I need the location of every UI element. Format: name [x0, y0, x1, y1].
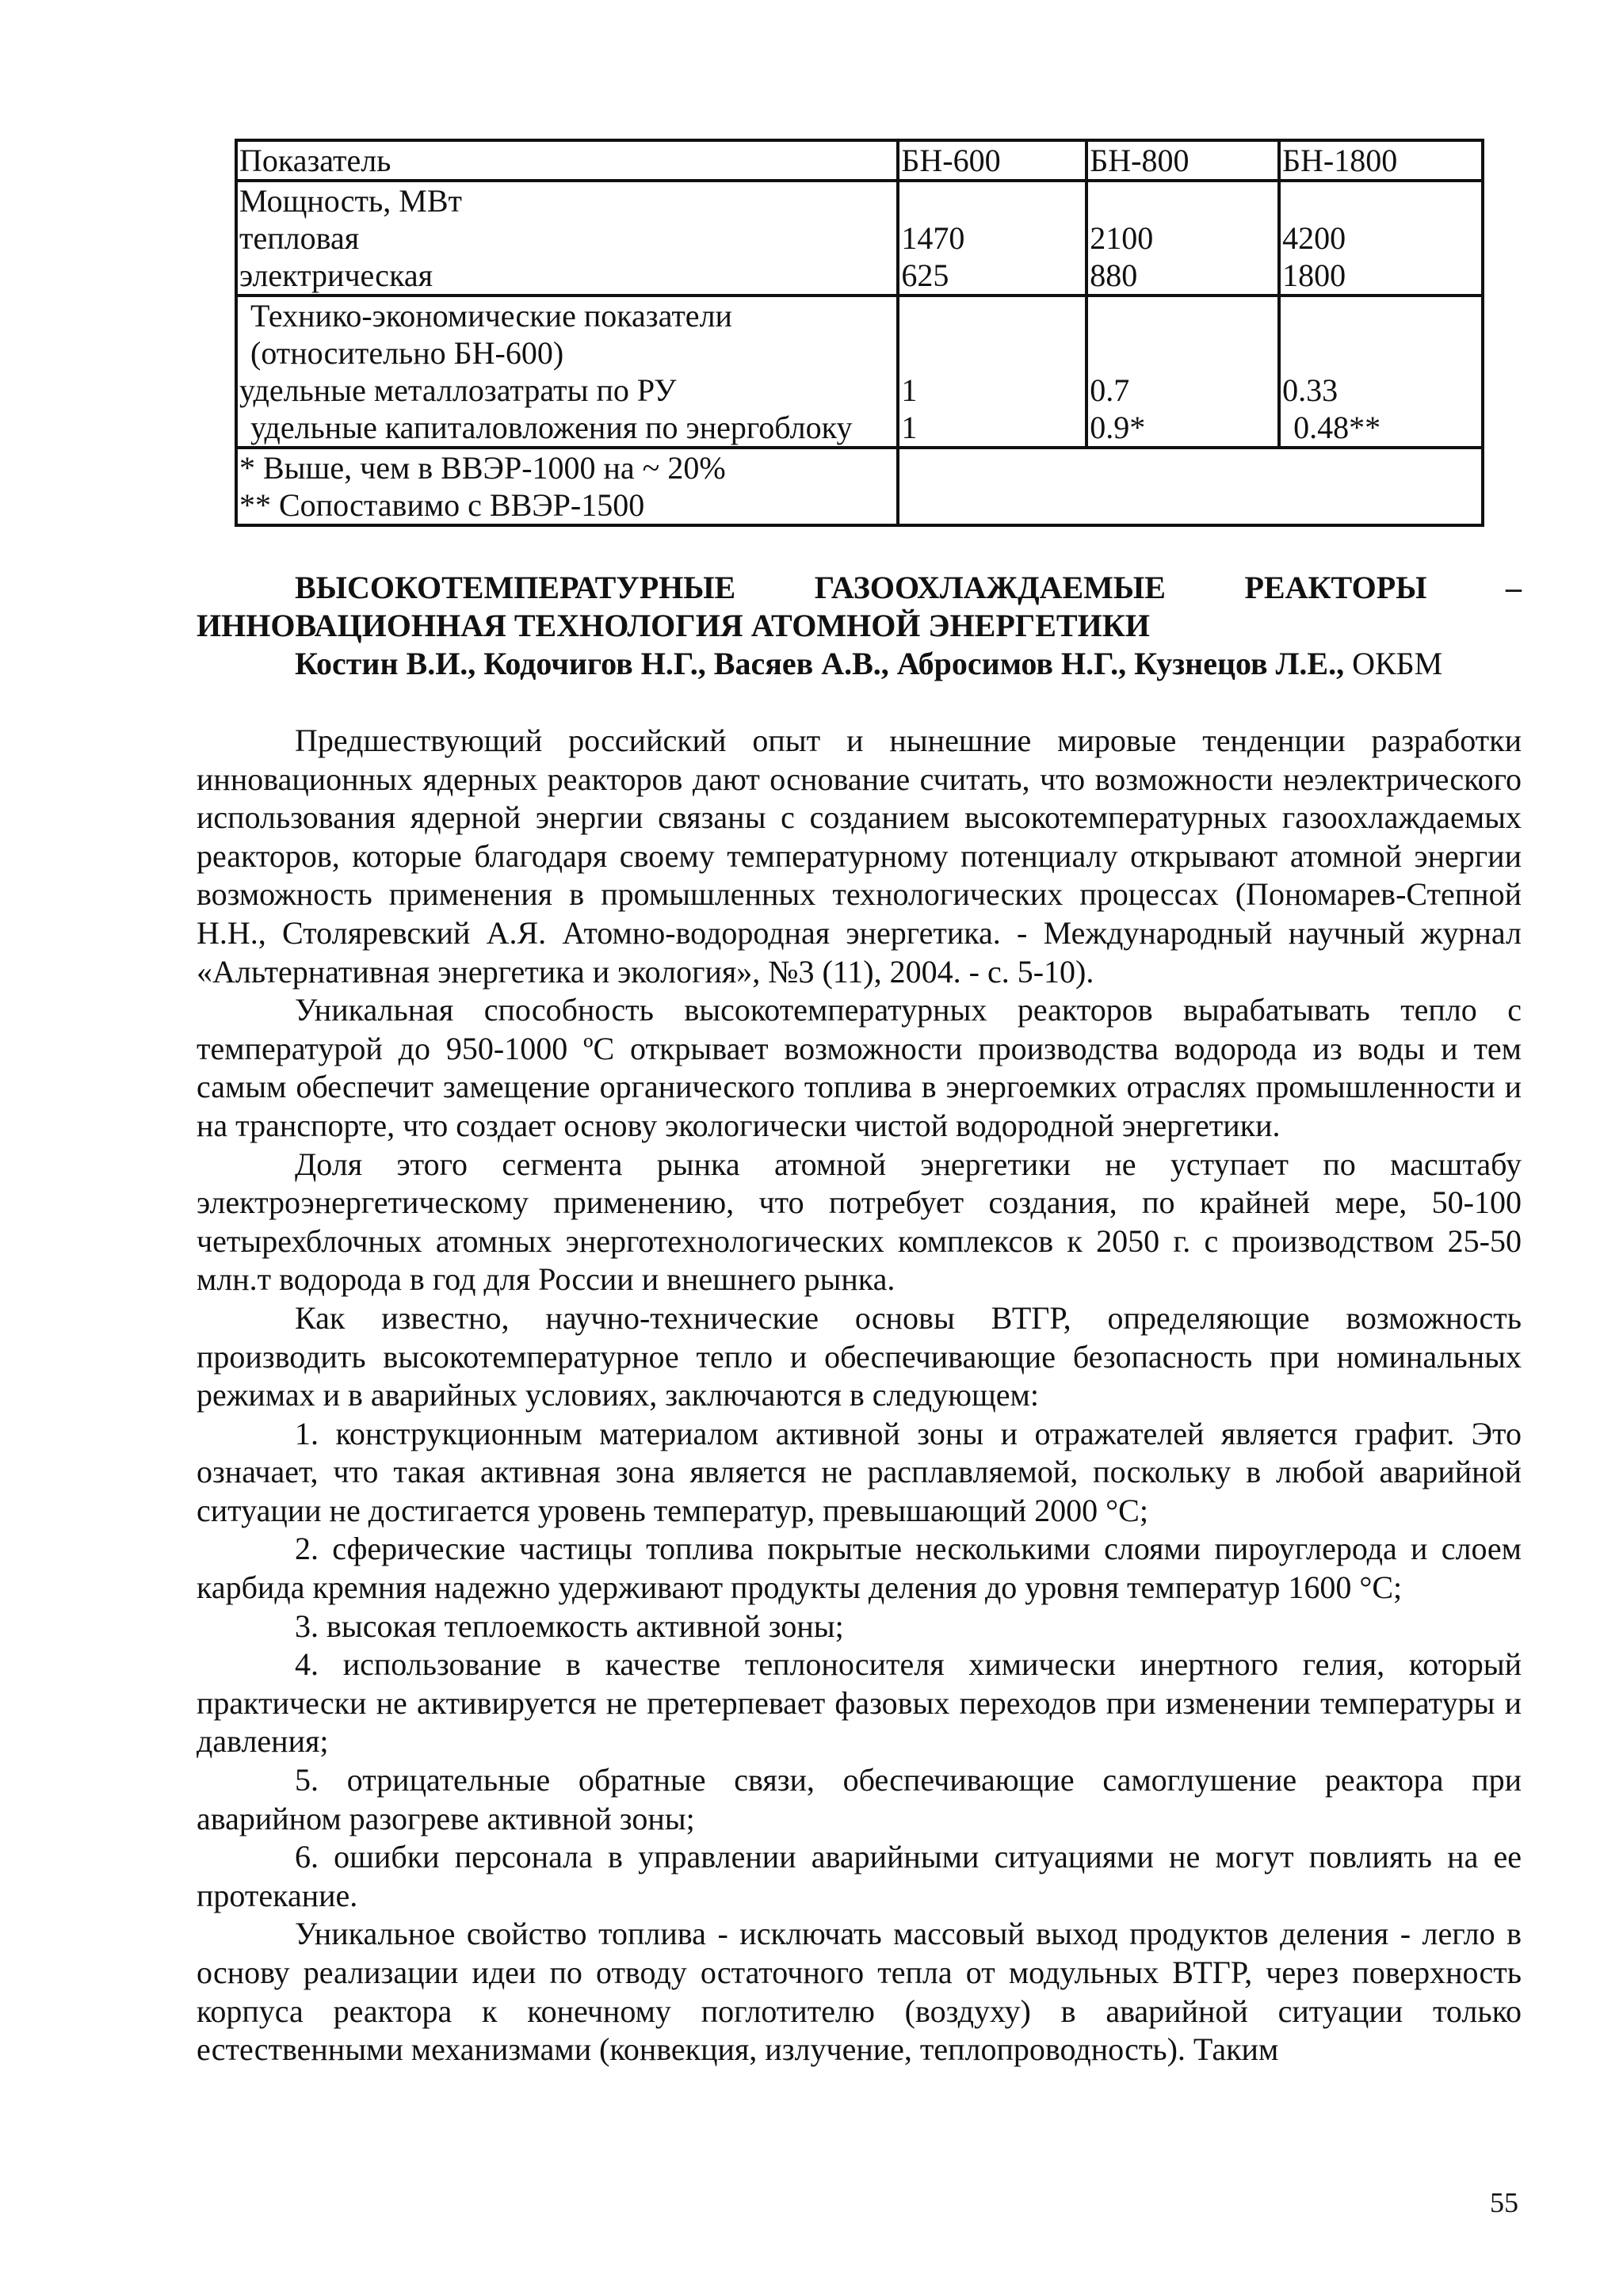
table-cell-value: 1	[901, 372, 918, 408]
list-item: 6. ошибки персонала в управлении аварийными ситуациями не могут повлиять на ее протекание.	[197, 1839, 1522, 1913]
paragraph: Уникальная способность высокотемпературных реакторов вырабатывать тепло с температурой до 950-1000 ºС открывает возможности производства водорода из воды и тем самым обеспечит замещение органического топлива в энергоемких отраслях промышленности и на транспорте, что создает основу экологически чистой водородной энергетики.	[197, 992, 1522, 1143]
list-item: 4. использование в качестве теплоносителя химически инертного гелия, который практически не активируется не претерпевает фазовых переходов при изменении температуры и давления;	[197, 1646, 1522, 1760]
economics-values-cell	[898, 296, 1086, 448]
electric-label: электрическая	[239, 257, 433, 293]
capital-label: удельные капиталовложения по энергоблоку	[250, 410, 853, 445]
table-cell-value: 625	[901, 257, 949, 293]
economics-values-cell	[1279, 296, 1483, 448]
table-cell-value: 1	[901, 410, 918, 445]
notes-cell	[236, 448, 898, 525]
economics-title: Технико-экономические показатели	[250, 298, 732, 334]
table-cell-value: 2100	[1090, 220, 1154, 256]
header-cell: БН-1800	[1279, 140, 1483, 181]
table-cell-value: 4200	[1282, 220, 1346, 256]
page-number: 55	[1490, 2187, 1518, 2218]
power-title: Мощность, МВт	[239, 183, 462, 219]
metal-label: удельные металлозатраты по РУ	[239, 372, 677, 408]
thermal-label: тепловая	[239, 220, 360, 256]
power-values-cell	[1086, 181, 1279, 296]
paragraph: Доля этого сегмента рынка атомной энергетики не уступает по масштабу электроэнергетическому применению, что потребует создания, по крайней мере, 50-100 четырехблочных атомных энерготехнологических комплексов к 2050 г. с производством 25-50 млн.т водорода в год для России и внешнего рынка.	[197, 1146, 1522, 1298]
paragraph: Уникальное свойство топлива - исключать массовый выход продуктов деления - легло в основу реализации идеи по отводу остаточного тепла от модульных ВТГР, через поверхность корпуса реактора к конечному поглотителю (воздуху) в аварийной ситуации только естественными механизмами (конвекция, излучение, теплопроводность). Таким	[197, 1916, 1522, 2068]
footnote: ** Сопоставимо с ВВЭР-1500	[239, 487, 645, 523]
paragraph: Как известно, научно-технические основы ВТГР, определяющие возможность производить высокотемпературное тепло и обеспечивающие безопасность при номинальных режимах и в аварийных условиях, заключаются в следующем:	[197, 1299, 1522, 1413]
paragraph: Предшествующий российский опыт и нынешние мировые тенденции разработки инновационных ядерных реакторов дают основание считать, что возможности неэлектрического использования ядерной энергии связаны с созданием высокотемпературных газоохлаждаемых реакторов, которые благодаря своему температурному потенциалу открывают атомной энергии возможность применения в промышленных технологических процессах (Пономарев-Степной Н.Н., Столяревский А.Я. Атомно-водородная энергетика. - Международный научный журнал «Альтернативная энергетика и экология», №3 (11), 2004. - с. 5-10).	[197, 723, 1522, 990]
table-row-power	[236, 181, 1483, 296]
header-cell: Показатель	[236, 140, 898, 181]
notes-empty-cell	[898, 448, 1483, 525]
list-item: 5. отрицательные обратные связи, обеспечивающие самоглушение реактора при аварийном разогреве активной зоны;	[197, 1762, 1522, 1836]
article-authors	[197, 645, 1522, 683]
economics-labels-cell	[236, 296, 898, 448]
table-cell-value: 0.7	[1090, 372, 1130, 408]
footnote: * Выше, чем в ВВЭР-1000 на ~ 20%	[239, 450, 726, 486]
table-header-row	[236, 140, 1483, 181]
table-row-economics	[236, 296, 1483, 448]
table-cell-value: 0.33	[1282, 372, 1338, 408]
power-values-cell	[898, 181, 1086, 296]
author-names: Костин В.И., Кодочигов Н.Г., Васяев А.В., Абросимов Н.Г., Кузнецов Л.Е.,	[295, 646, 1345, 681]
list-item: 2. сферические частицы топлива покрытые несколькими слоями пироуглерода и слоем карбида кремния надежно удерживают продукты деления до уровня температур 1600 °С;	[197, 1531, 1522, 1606]
table-cell-value: 880	[1090, 257, 1138, 293]
power-values-cell	[1279, 181, 1483, 296]
economics-values-cell	[1086, 296, 1279, 448]
article-title: ВЫСОКОТЕМПЕРАТУРНЫЕ ГАЗООХЛАЖДАЕМЫЕ РЕАКТОРЫ – ИННОВАЦИОННАЯ ТЕХНОЛОГИЯ АТОМНОЙ ЭНЕРГЕТИКИ	[197, 570, 1522, 643]
table-cell-value: 0.48**	[1293, 410, 1381, 445]
table-cell-value: 1800	[1282, 257, 1346, 293]
list-item: 1. конструкционным материалом активной зоны и отражателей является графит. Это означает, что такая активная зона является не расплавляемой, поскольку в любой аварийной ситуации не достигается уровень температур, превышающий 2000 °С;	[197, 1415, 1522, 1528]
table-cell-value: 1470	[901, 220, 965, 256]
article	[197, 569, 1522, 2069]
reactor-indicators-table	[235, 139, 1484, 527]
power-labels-cell	[236, 181, 898, 296]
header-cell: БН-600	[898, 140, 1086, 181]
list-item: 3. высокая теплоемкость активной зоны;	[295, 1608, 844, 1644]
author-organization: ОКБМ	[1344, 646, 1443, 681]
header-cell: БН-800	[1086, 140, 1279, 181]
table-cell-value: 0.9*	[1090, 410, 1146, 445]
economics-subtitle: (относительно БН-600)	[250, 335, 564, 371]
table-row-notes	[236, 448, 1483, 525]
article-body	[197, 722, 1522, 2069]
